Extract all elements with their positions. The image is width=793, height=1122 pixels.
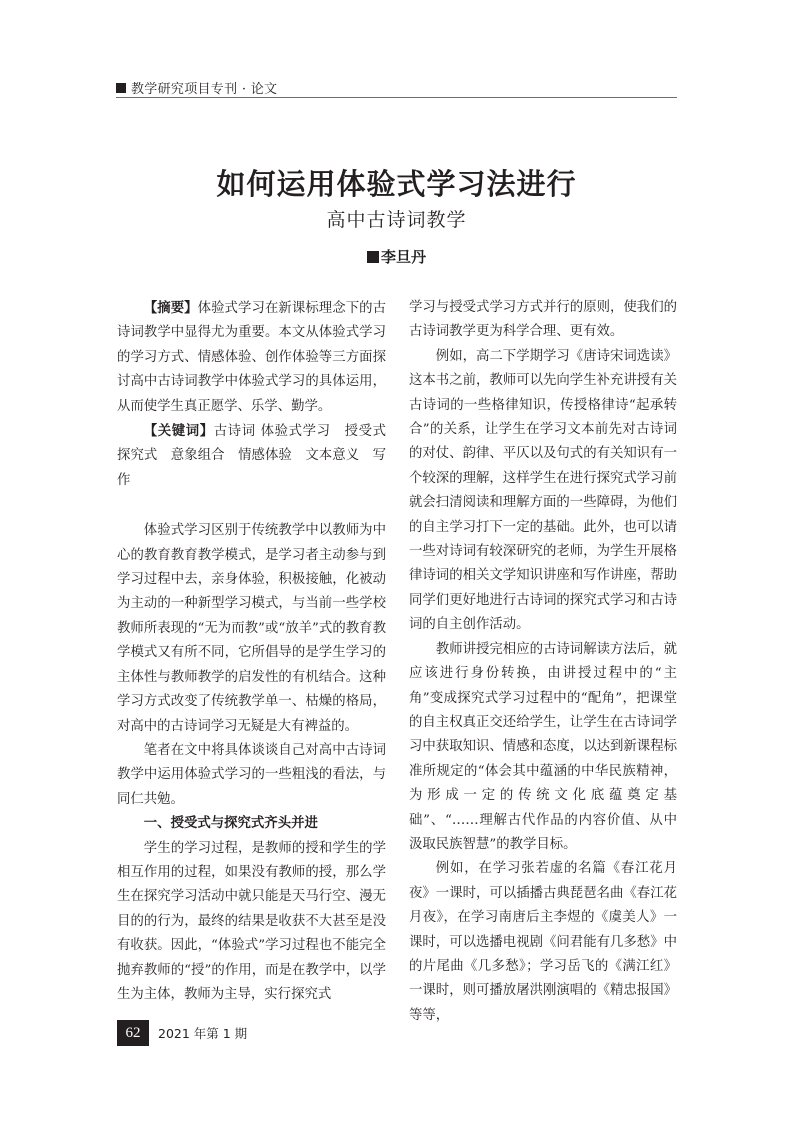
body-paragraph: 笔者在文中将具体谈谈自己对高中古诗词教学中运用体验式学习的一些粗浅的看法，与同仁共勉。: [117, 742, 386, 807]
square-bullet-icon: [367, 251, 379, 263]
left-column: [117, 296, 386, 1007]
keywords-label: 【关键词】: [143, 423, 214, 440]
section-heading: 一、授受式与探究式齐头并进: [143, 816, 318, 832]
author-line: [0, 246, 793, 267]
author-name: 李旦丹: [380, 248, 426, 266]
body-paragraph: 教师讲授完相应的古诗词解读方法后，就应该进行身份转换，由讲授过程中的“主角”变成探究式学习过程中的“配角”，把课堂的自主权真正交还给学生，让学生在古诗词学习中获取知识、情感和态度，以达到新课程标准所规定的“体会其中蕴涵的中华民族精神，为形成一定的传统文化底蕴奠定基础”、“……理解古代作品的内容价值、从中汲取民族智慧”的教学目标。: [409, 641, 677, 852]
abstract-label: 【摘要】: [143, 300, 198, 316]
journal-section: 教学研究项目专刊 · 论文: [131, 82, 278, 97]
body-paragraph-continued: 学习与授受式学习方式并行的原则，使我们的古诗词教学更为科学合理、更有效。: [409, 300, 677, 340]
abstract: [117, 296, 386, 419]
spacer: [117, 493, 386, 519]
issue-label: 2021 年第 1 期: [158, 1026, 248, 1041]
keywords-text: 古诗词 体验式学习 授受式探究式 意象组合 情感体验 文本意义 写作: [117, 424, 386, 488]
body-paragraph: 体验式学习区别于传统教学中以教师为中心的教育教育教学模式，是学习者主动参与到学习过程中去，亲身体验，积极接触，化被动为主动的一种新型学习模式，与当前一些学校教师所表现的“无为而教”或“放羊”式的教育教学模式又有所不同，它所倡导的是学生学习的主体性与教师教学的启发性的有机结合。这种学习方式改变了传统教学单一、枯燥的格局，对高中的古诗词学习无疑是大有裨益的。: [117, 523, 386, 734]
body-paragraph: 例如，高二下学期学习《唐诗宋词选读》这本书之前，教师可以先向学生补充讲授有关古诗词的一些格律知识，传授格律诗“起承转合”的关系，让学生在学习文本前先对古诗词的对仗、韵律、平仄以及句式的有关知识有一个较深的理解，这样学生在进行探究式学习前就会扫清阅读和理解方面的一些障碍，为他们的自主学习打下一定的基础。此外，也可以请一些对诗词有较深研究的老师，为学生开展格律诗词的相关文学知识讲座和写作讲座，帮助同学们更好地进行古诗词的探究式学习和古诗词的自主创作活动。: [409, 348, 677, 633]
right-column: [409, 296, 677, 1028]
header-rule: [116, 97, 677, 98]
page-footer: [117, 1020, 247, 1046]
article-subtitle: 高中古诗词教学: [326, 209, 467, 231]
abstract-text: 体验式学习在新课标理念下的古诗词教学中显得尤为重要。本文从体验式学习的学习方式、情感体验、创作体验等三方面探讨高中古诗词教学中体验式学习的具体运用，从而使学生真正愿学、乐学、勤学。: [117, 301, 387, 414]
square-bullet-icon: [116, 83, 126, 93]
page-number: 62: [117, 1020, 149, 1046]
body-paragraph: 例如，在学习张若虚的名篇《春江花月夜》一课时，可以插播古典琵琶名曲《春江花月夜》，在学习南唐后主李煜的《虞美人》一课时，可以选播电视剧《问君能有几多愁》中的片尾曲《几多愁》；学习岳飞的《满江红》一课时，则可播放屠洪刚演唱的《精忠报国》等等，: [409, 861, 677, 1023]
article-title: 如何运用体验式学习法进行: [216, 167, 577, 201]
running-header: [116, 78, 277, 97]
keywords: [117, 419, 386, 493]
body-paragraph: 学生的学习过程，是教师的授和学生的学相互作用的过程，如果没有教师的授，那么学生在探究学习活动中就只能是天马行空、漫无目的的行为，最终的结果是收获不大甚至是没有收获。因此，“体验式”学习过程也不能完全抛弃教师的“授”的作用，而是在教学中，以学生为主体，教师为主导，实行探究式: [117, 840, 386, 1002]
